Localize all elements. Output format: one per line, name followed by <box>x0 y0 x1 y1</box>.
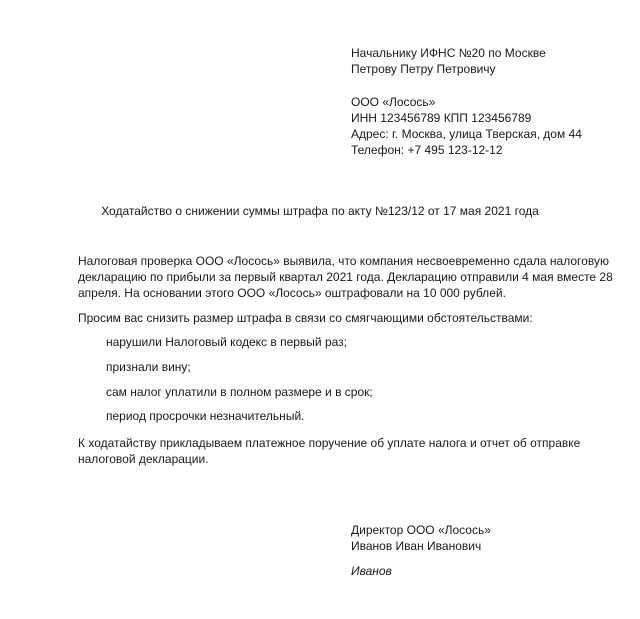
addressee-title: Начальнику ИФНС №20 по Москве <box>351 46 546 60</box>
paragraph-line: декларацию по прибыли за первый квартал 2021 года. Декларацию отправили 4 мая вместе 28 <box>78 270 613 284</box>
paragraph-violation <box>78 253 613 301</box>
signatory-block <box>351 522 491 554</box>
paragraph-request: Просим вас снизить размер штрафа в связи со смягчающими обстоятельствами: <box>78 311 533 325</box>
list-item: нарушили Налоговый кодекс в первый раз; <box>106 335 348 349</box>
signature: Иванов <box>351 564 392 578</box>
sender-company: ООО «Лосось» <box>351 95 436 109</box>
signatory-name: Иванов Иван Иванович <box>351 539 482 553</box>
list-item: сам налог уплатили в полном размере и в срок; <box>106 385 373 399</box>
list-item: период просрочки незначительный. <box>106 409 305 423</box>
addressee-block <box>351 45 546 77</box>
sender-block <box>351 94 582 158</box>
paragraph-line: апреля. На основании этого ООО «Лосось» оштрафовали на 10 000 рублей. <box>78 286 506 300</box>
addressee-name: Петрову Петру Петровичу <box>351 62 496 76</box>
signatory-position: Директор ООО «Лосось» <box>351 523 491 537</box>
paragraph-line: налоговой декларации. <box>78 452 209 466</box>
paragraph-line: К ходатайству прикладываем платежное поручение об уплате налога и отчет об отправке <box>78 436 581 450</box>
list-item: признали вину; <box>106 360 191 374</box>
document-title: Ходатайство о снижении суммы штрафа по акту №123/12 от 17 мая 2021 года <box>101 204 539 218</box>
sender-phone: Телефон: +7 495 123-12-12 <box>351 143 503 157</box>
paragraph-line: Налоговая проверка ООО «Лосось» выявила, что компания несвоевременно сдала налоговую <box>78 254 609 268</box>
paragraph-attachments <box>78 435 581 467</box>
sender-address: Адрес: г. Москва, улица Тверская, дом 44 <box>351 127 582 141</box>
sender-inn-kpp: ИНН 123456789 КПП 123456789 <box>351 111 532 125</box>
